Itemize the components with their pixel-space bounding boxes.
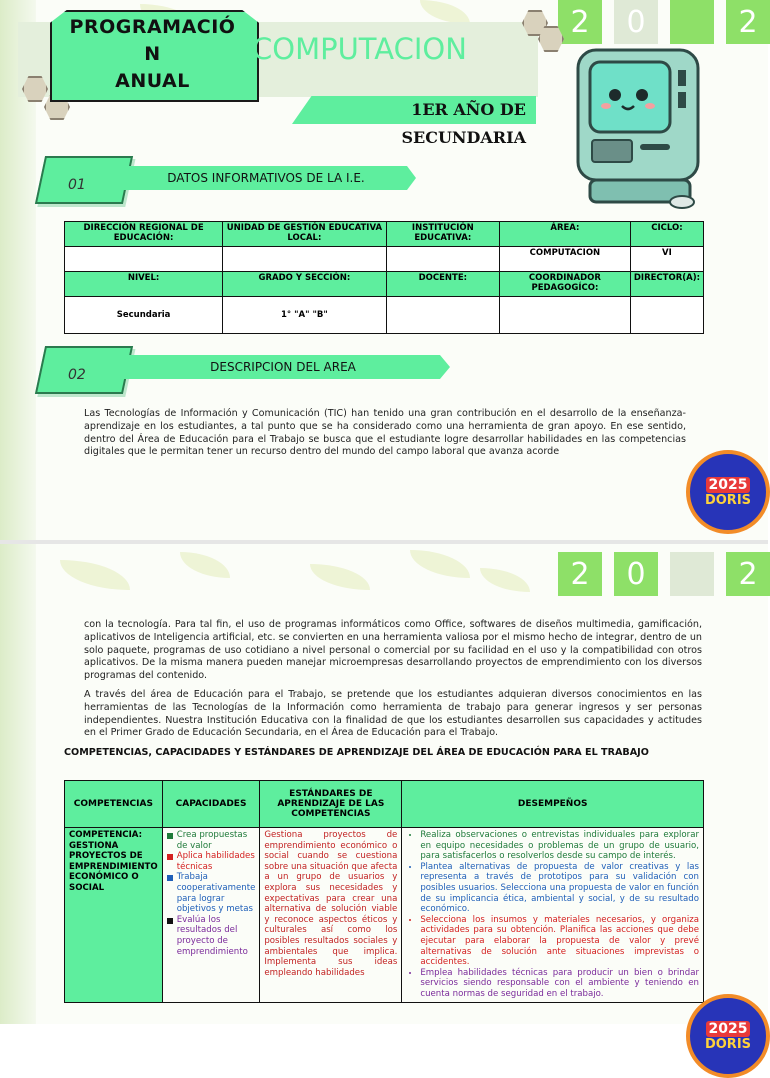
section-label: DESCRIPCION DEL AREA: [210, 360, 356, 374]
info-value: [630, 297, 703, 334]
badge-name: DORIS: [704, 492, 752, 508]
info-value: [65, 247, 223, 272]
info-header: DIRECTOR(A):: [630, 272, 703, 297]
desempeno-item: • Selecciona los insumos y materiales necesarios, y organiza actividades para su obtención. Planifica las acciones que debe ejecutar para elaborar la propuesta de valor y prevé alternativas de solución ante situaciones imprevistas o accidentes.: [420, 915, 699, 968]
capacidad-item: [177, 915, 256, 957]
info-value: [500, 297, 631, 334]
computer-mascot-illustration: [570, 40, 710, 210]
estandar-cell: Gestiona proyectos de emprendimiento económico o social cuando se cuestiona sobre una situación que afecta a un grupo de usuarios y explora sus necesidades y expectativas para crear una alternativa de solución viable y reconoce aspectos éticos y culturales así como los posibles resultados sociales y ambientales que implica. Implementa sus ideas empleando habilidades: [260, 828, 402, 1003]
title-line: N: [144, 43, 161, 65]
competencia-cell: COMPETENCIA: GESTIONA PROYECTOS DE EMPRENDIMIENTO ECONÓMICO O SOCIAL: [65, 828, 163, 1003]
capacidad-text: Aplica habilidades técnicas: [176, 851, 255, 872]
info-header: DIRECCIÓN REGIONAL DE EDUCACIÓN:: [65, 222, 223, 247]
table-header: ESTÁNDARES DE APRENDIZAJE DE LAS COMPETENCIAS: [260, 781, 402, 828]
info-value: [223, 247, 387, 272]
info-header: GRADO Y SECCIÓN:: [223, 272, 387, 297]
bullet-square-icon: [167, 918, 173, 924]
capacidad-item: [177, 830, 256, 851]
info-value: COMPUTACION: [500, 247, 631, 272]
year-digit: [670, 0, 714, 44]
year-digit: 0: [614, 552, 658, 596]
left-decor-bar: [0, 544, 36, 1024]
author-badge-logo: [686, 450, 770, 534]
info-header: INSTITUCIÓN EDUCATIVA:: [386, 222, 499, 247]
desempeno-item: • Plantea alternativas de propuesta de valor creativas y las representa a través de prototipos para su validación con posibles usuarios. Selecciona una propuesta de valor en función de su implicancia ética, ambiental y social, y de su resultado económico.: [420, 862, 699, 915]
document-page-1: [0, 0, 768, 540]
year-digit: [670, 552, 714, 596]
competencies-table: [64, 780, 704, 1003]
year-strip: [546, 552, 770, 596]
subject-title: COMPUTACION: [252, 32, 467, 66]
year-strip: [546, 0, 770, 44]
capacidad-text: Trabaja cooperativamente para lograr objetivos y metas: [176, 872, 256, 915]
leaf-decor: [180, 552, 230, 578]
competencies-heading: COMPETENCIAS, CAPACIDADES Y ESTÁNDARES DE APRENDIZAJE DEL ÁREA DE EDUCACIÓN PARA EL TRABAJO: [64, 747, 649, 758]
document-page-2: [0, 544, 768, 1052]
document-title: [50, 14, 255, 95]
info-header: ÁREA:: [500, 222, 631, 247]
year-digit: 2: [558, 0, 602, 44]
info-value: 1° "A" "B": [223, 297, 387, 334]
bullet-square-icon: [167, 833, 173, 839]
badge-year: 2025: [706, 477, 751, 493]
leaf-decor: [480, 568, 530, 592]
info-value: VI: [630, 247, 703, 272]
capacidad-text: Crea propuestas de valor: [176, 830, 248, 851]
title-line: PROGRAMACIÓ: [69, 16, 236, 38]
area-description: Las Tecnologías de Información y Comunicación (TIC) han tenido una gran contribución en el desarrollo de la enseñanza-aprendizaje en los estudiantes, a tal punto que se ha considerado como una herramienta de gran apoyo. En ese sentido, dentro del Área de Educación para el Trabajo se busca que el estudiante logre desarrollar habilidades en las competencias digitales que le permitan tener un recurso dentro del mundo del campo laboral que avanza acorde: [84, 408, 686, 458]
leaf-decor: [310, 564, 370, 590]
badge-name: DORIS: [704, 1036, 752, 1052]
table-header: CAPACIDADES: [162, 781, 260, 828]
capacidad-text: Evalúa los resultados del proyecto de emprendimiento: [176, 914, 248, 957]
leaf-decor: [410, 550, 470, 578]
capacidades-cell: [162, 828, 260, 1003]
leaf-decor: [420, 0, 470, 24]
desempenos-cell: [402, 828, 704, 1003]
info-header: DOCENTE:: [386, 272, 499, 297]
year-digit: 2: [558, 552, 602, 596]
table-header: DESEMPEÑOS: [402, 781, 704, 828]
section-number: 01: [68, 177, 86, 193]
author-badge-logo: [686, 994, 770, 1078]
year-digit: 0: [614, 0, 658, 44]
section-label: DATOS INFORMATIVOS DE LA I.E.: [167, 171, 365, 185]
year-digit: 2: [726, 552, 770, 596]
paragraph: A través del área de Educación para el Trabajo, se pretende que los estudiantes adquieran diversos conocimientos en las herramientas de las Tecnologías de la Información como herramienta de trabajo para generar ingresos y ser personas independientes. Nuestra Institución Educativa con la finalidad de que los estudiantes desarrollen sus capacidades y actitudes en el Primer Grado de Educación Secundaria, en el Área de Educación para el Trabajo.: [84, 689, 702, 739]
year-digit: 2: [726, 0, 770, 44]
info-header: CICLO:: [630, 222, 703, 247]
info-header: NIVEL:: [65, 272, 223, 297]
section-number: 02: [68, 367, 86, 383]
desempeno-item: • Emplea habilidades técnicas para producir un bien o brindar servicios siendo responsable con el ambiente y teniendo en cuenta normas de seguridad en el trabajo.: [420, 968, 699, 1000]
info-value: Secundaria: [65, 297, 223, 334]
badge-year: 2025: [706, 1021, 751, 1037]
desempeno-item: • Realiza observaciones o entrevistas individuales para explorar en equipo necesidades o problemas de un grupo de usuario, para satisfacerlos o resolverlos desde su campo de interés.: [420, 830, 699, 862]
capacidad-item: [177, 851, 256, 872]
capacidad-item: [177, 872, 256, 914]
info-value: [386, 297, 499, 334]
info-header: COORDINADOR PEDAGOGÍCO:: [500, 272, 631, 297]
info-table: [64, 221, 704, 334]
info-header: UNIDAD DE GESTIÓN EDUCATIVA LOCAL:: [223, 222, 387, 247]
table-header: COMPETENCIAS: [65, 781, 163, 828]
bullet-square-icon: [167, 875, 173, 881]
leaf-decor: [60, 560, 130, 590]
bullet-square-icon: [167, 854, 173, 860]
info-value: [386, 247, 499, 272]
grade-title: 1ER AÑO DE SECUNDARIA: [401, 100, 526, 147]
title-line: ANUAL: [115, 70, 190, 92]
paragraph: con la tecnología. Para tal fin, el uso de programas informáticos como Office, softwares de diseños multimedia, gamificación, aplicativos de Inteligencia artificial, etc. se convierten en una herramienta valiosa por el mismo hecho de integrar, dentro de un solo paquete, programas de uso cotidiano a nivel personal o comercial por su facilidad en el uso y la compatibilidad con otros aplicativos. De la misma manera pueden manejar microempresas desarrollando proyectos de emprendimiento con los diversos programas del contenido.: [84, 619, 702, 682]
